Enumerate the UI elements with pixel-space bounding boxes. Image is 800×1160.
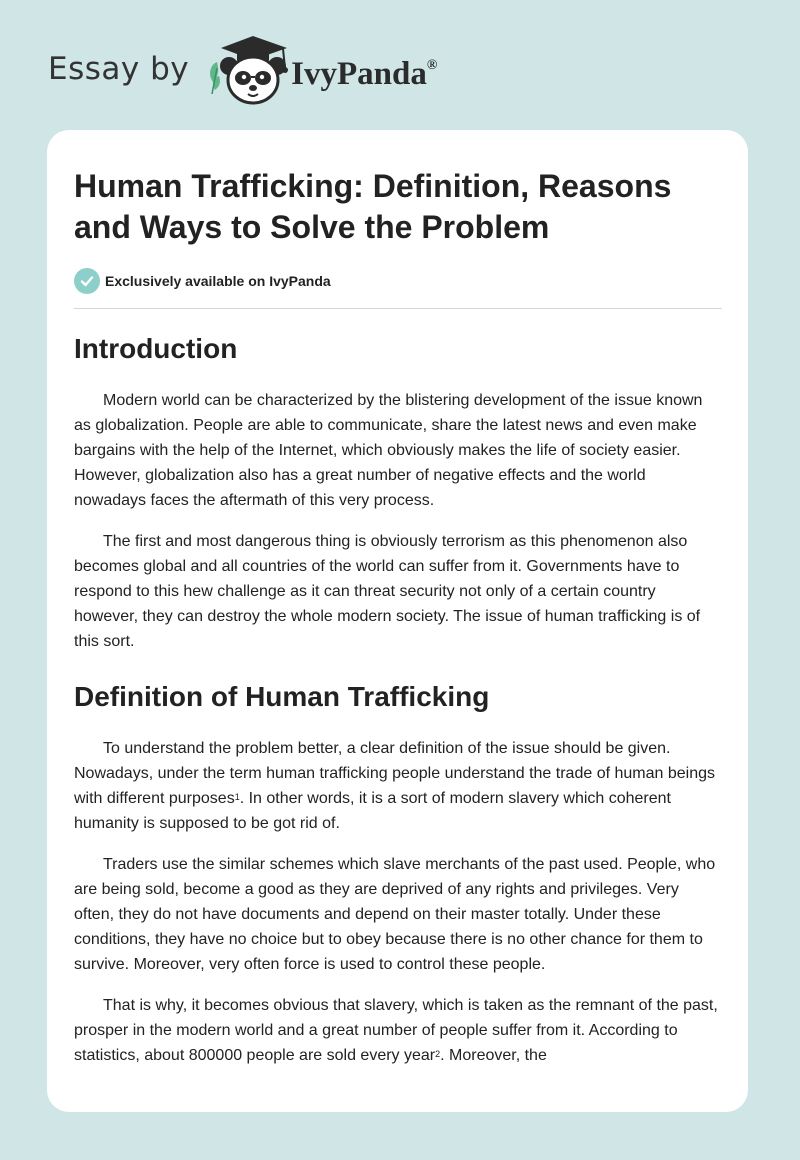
paragraph: Traders use the similar schemes which slave merchants of the past used. People, who are being sold, become a good as they are deprived of any rights and privileges. Very often, they do not have documents and depend on their master totally. Under these conditions, they have no choice but to obey because there is no other chance for them to survive. Moreover, very often force is used to control these people. <box>74 856 716 973</box>
title-divider <box>74 308 722 309</box>
essay-title: Human Trafficking: Definition, Reasons and Ways to Solve the Problem <box>74 168 672 245</box>
paragraph: The first and most dangerous thing is obviously terrorism as this phenomenon also becomes global and all countries of the world can suffer from it. Governments have to respond to this hew challenge as it can threat security not only of a certain country however, they can destroy the whole modern society. The issue of human trafficking is of this sort. <box>74 533 701 650</box>
site-header <box>48 34 437 108</box>
essay-by-label: Essay by <box>48 51 190 87</box>
footnote-ref[interactable]: 2 <box>435 1049 441 1059</box>
paragraph: That is why, it becomes obvious that slavery, which is taken as the remnant of the past, prosper in the modern world and a great number of people suffer from it. According to statistics, about 800000 people are sold every year$^2$. Moreover, the <box>74 997 718 1064</box>
paragraph: To understand the problem better, a clear definition of the issue should be given. Nowadays, under the term human trafficking people understand the trade of human beings with different purposes$^1$. In other words, it is a sort of modern slavery which coherent humanity is supposed to be got rid of. <box>74 740 715 832</box>
essay-card <box>47 130 748 1112</box>
exclusive-badge <box>74 268 722 294</box>
section-heading-definition: Definition of Human Trafficking <box>74 681 490 712</box>
section-heading-introduction: Introduction <box>74 333 238 364</box>
panda-graduate-icon[interactable] <box>203 34 295 108</box>
brand-name[interactable]: IvyPanda® <box>291 55 438 92</box>
check-icon <box>74 268 100 294</box>
footnote-ref[interactable]: 1 <box>234 792 240 802</box>
paragraph: Modern world can be characterized by the blistering development of the issue known as globalization. People are able to communicate, share the latest news and even make bargains with the help of the Internet, which obviously makes the life of society easier. However, globalization also has a great number of negative effects and the world nowadays faces the aftermath of this very process. <box>74 392 703 509</box>
exclusive-label: Exclusively available on IvyPanda <box>105 273 331 289</box>
